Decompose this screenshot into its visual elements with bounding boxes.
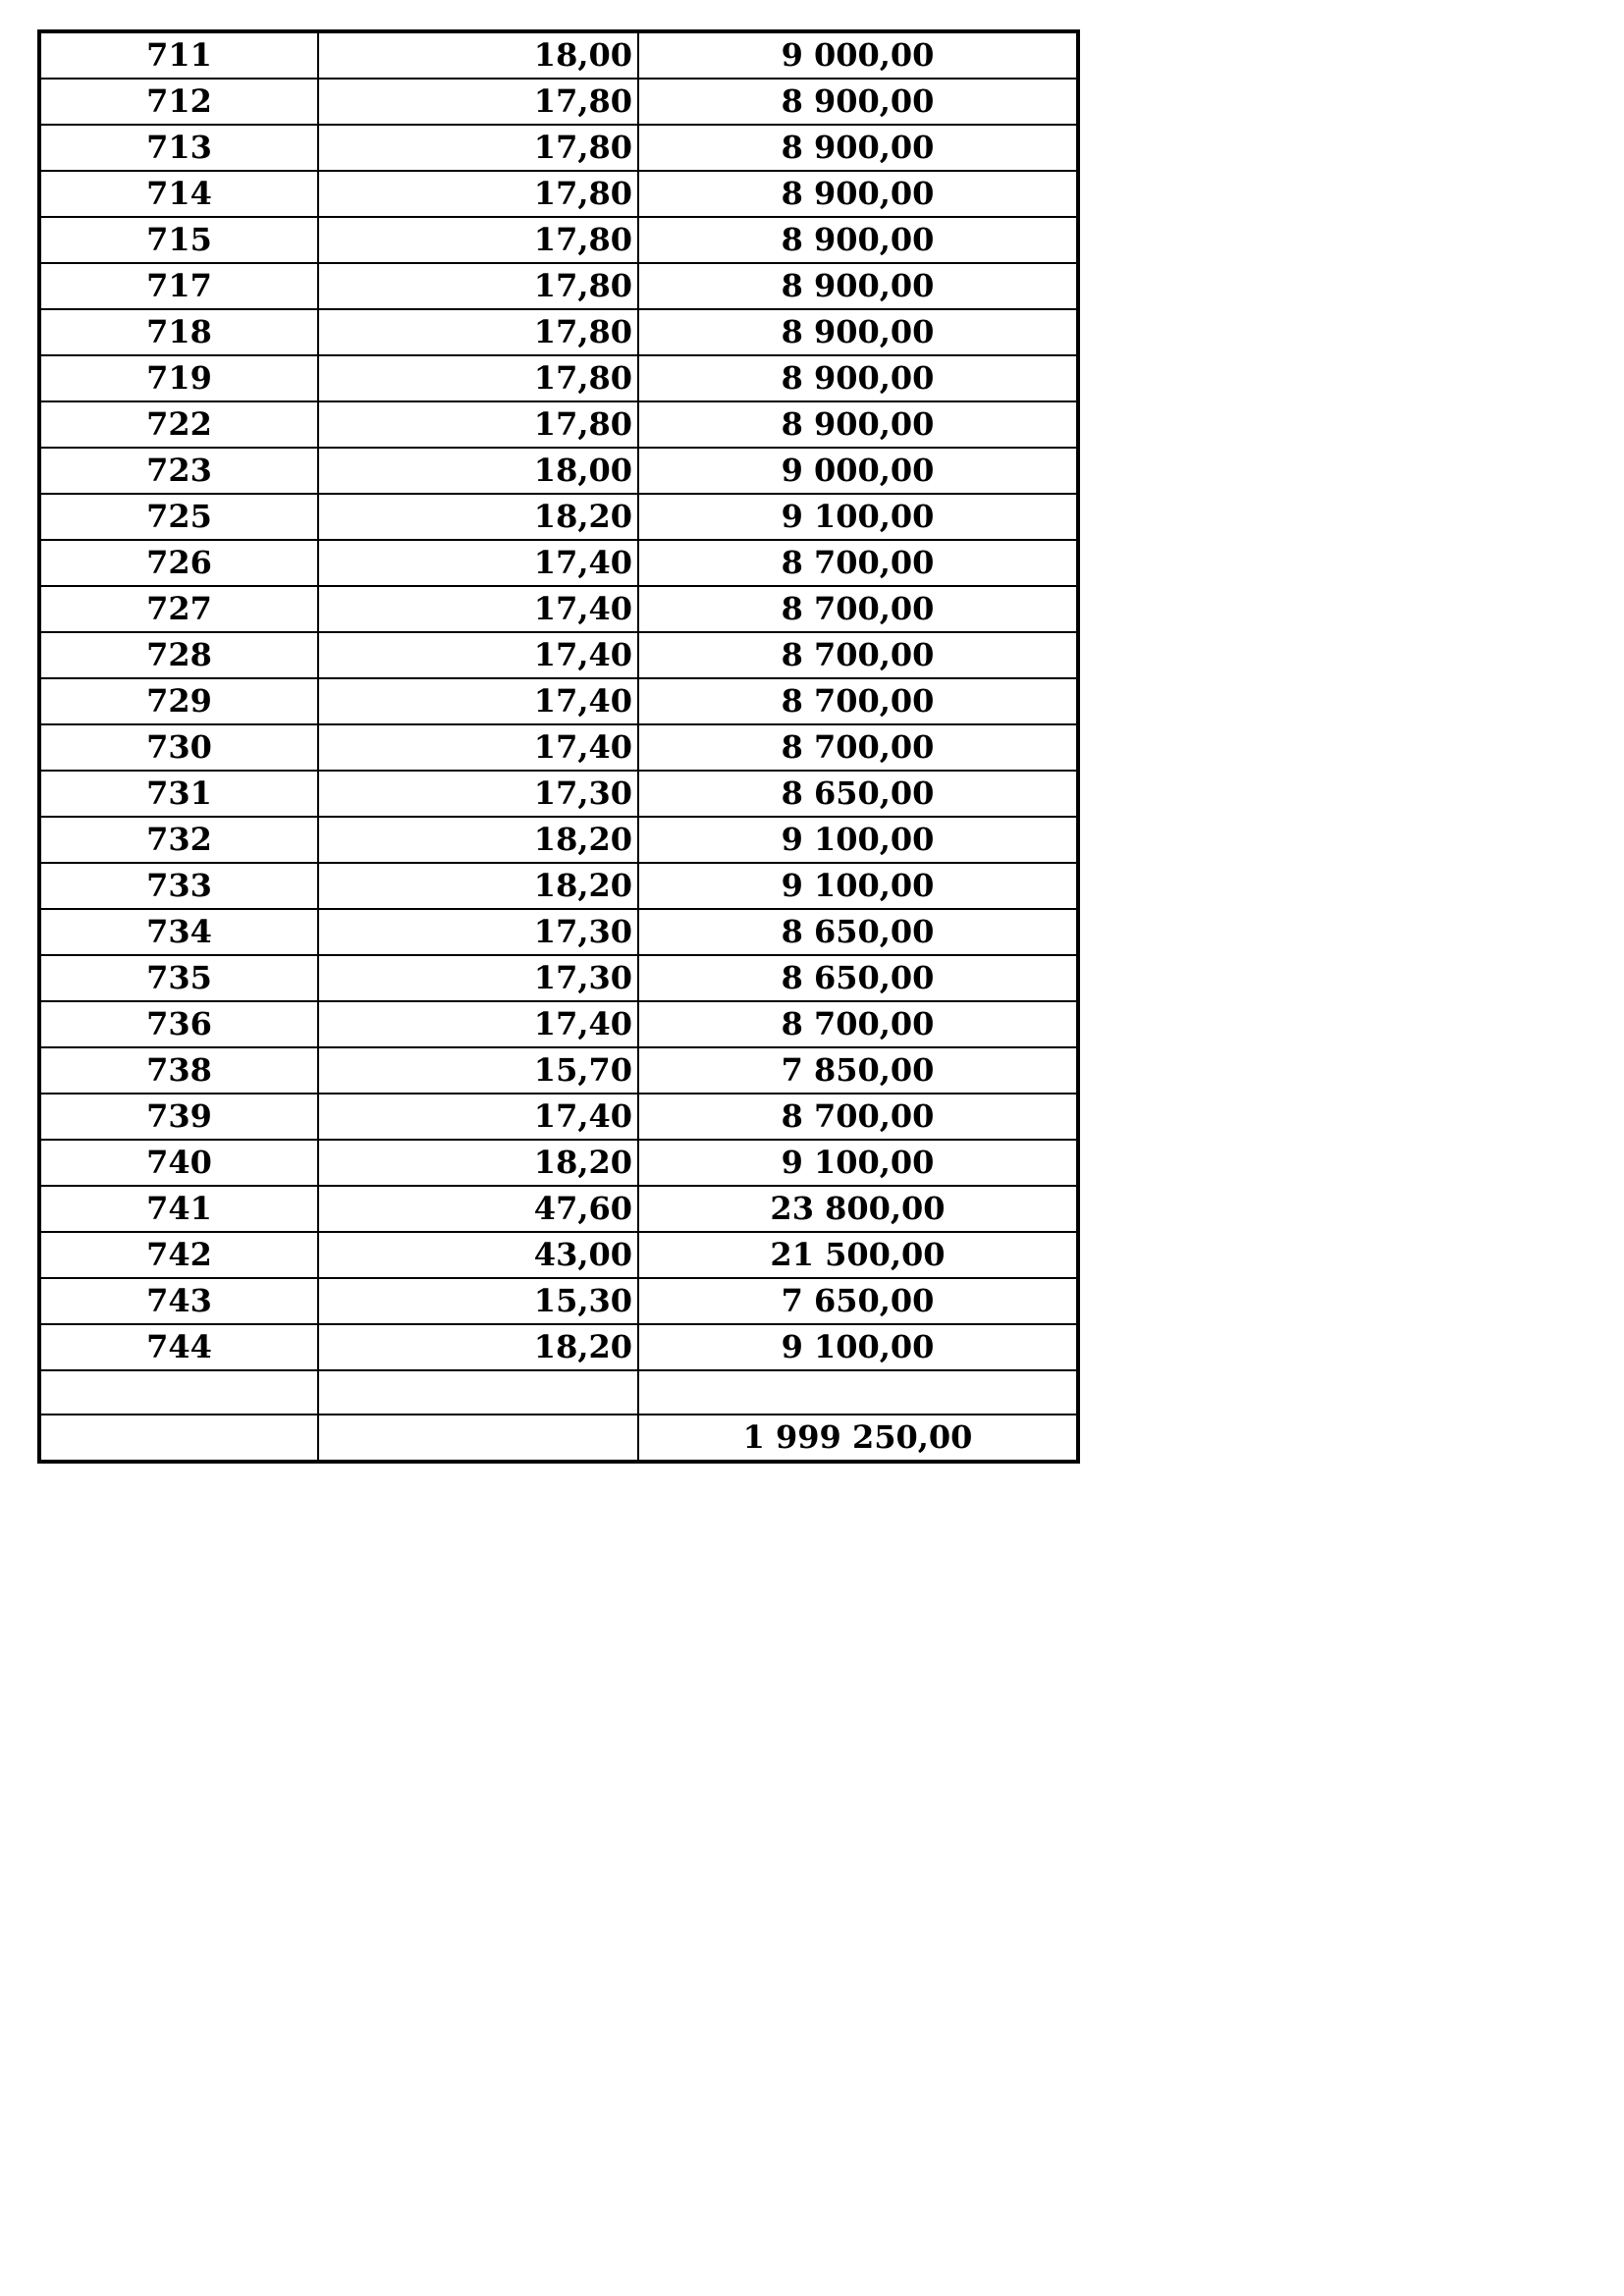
amount-cell: 9 000,00 — [638, 448, 1078, 494]
number-cell: 726 — [39, 540, 318, 586]
total-row — [39, 1415, 1078, 1462]
amount-cell: 9 100,00 — [638, 863, 1078, 909]
amount-cell: 8 650,00 — [638, 909, 1078, 955]
amount-cell: 8 650,00 — [638, 955, 1078, 1001]
table-row — [39, 632, 1078, 678]
area-cell: 17,80 — [318, 79, 638, 125]
table-row — [39, 1370, 1078, 1415]
number-cell: 744 — [39, 1324, 318, 1370]
number-cell: 730 — [39, 724, 318, 771]
area-cell: 17,80 — [318, 263, 638, 309]
area-cell: 17,40 — [318, 1001, 638, 1047]
area-cell: 17,80 — [318, 217, 638, 263]
area-cell: 18,20 — [318, 817, 638, 863]
number-cell: 712 — [39, 79, 318, 125]
table-row — [39, 1094, 1078, 1140]
number-cell: 715 — [39, 217, 318, 263]
amount-cell: 8 900,00 — [638, 355, 1078, 401]
number-cell: 739 — [39, 1094, 318, 1140]
table-row — [39, 955, 1078, 1001]
table-row — [39, 1140, 1078, 1186]
amount-cell: 8 700,00 — [638, 1094, 1078, 1140]
amount-cell: 8 700,00 — [638, 724, 1078, 771]
amount-cell: 7 850,00 — [638, 1047, 1078, 1094]
number-cell: 741 — [39, 1186, 318, 1232]
area-cell: 18,00 — [318, 31, 638, 79]
amount-cell: 9 000,00 — [638, 31, 1078, 79]
table-row — [39, 1047, 1078, 1094]
number-cell: 722 — [39, 401, 318, 448]
table-row — [39, 724, 1078, 771]
number-cell: 736 — [39, 1001, 318, 1047]
table-row — [39, 540, 1078, 586]
number-cell: 742 — [39, 1232, 318, 1278]
amount-cell: 8 700,00 — [638, 586, 1078, 632]
table-row — [39, 171, 1078, 217]
table-row — [39, 355, 1078, 401]
document-sheet — [37, 29, 1076, 1464]
number-cell: 740 — [39, 1140, 318, 1186]
area-cell: 17,40 — [318, 632, 638, 678]
area-cell: 17,80 — [318, 401, 638, 448]
number-cell: 735 — [39, 955, 318, 1001]
amount-cell: 23 800,00 — [638, 1186, 1078, 1232]
number-cell: 728 — [39, 632, 318, 678]
table-row — [39, 125, 1078, 171]
area-cell: 17,30 — [318, 909, 638, 955]
amount-cell: 8 900,00 — [638, 217, 1078, 263]
area-cell: 17,40 — [318, 724, 638, 771]
area-cell: 43,00 — [318, 1232, 638, 1278]
table-row — [39, 1278, 1078, 1324]
table-row — [39, 678, 1078, 724]
number-cell: 727 — [39, 586, 318, 632]
number-cell: 714 — [39, 171, 318, 217]
total-amount-cell: 1 999 250,00 — [638, 1415, 1078, 1462]
table-row — [39, 1324, 1078, 1370]
table-row — [39, 1232, 1078, 1278]
table-row — [39, 217, 1078, 263]
area-cell: 15,30 — [318, 1278, 638, 1324]
table-row — [39, 309, 1078, 355]
area-cell: 47,60 — [318, 1186, 638, 1232]
number-cell: 734 — [39, 909, 318, 955]
amount-cell: 21 500,00 — [638, 1232, 1078, 1278]
area-cell: 17,40 — [318, 586, 638, 632]
amount-cell: 8 650,00 — [638, 771, 1078, 817]
number-cell: 729 — [39, 678, 318, 724]
area-cell: 17,40 — [318, 678, 638, 724]
table-row — [39, 909, 1078, 955]
area-cell: 17,80 — [318, 309, 638, 355]
table-row — [39, 771, 1078, 817]
area-cell: 18,00 — [318, 448, 638, 494]
table-row — [39, 1001, 1078, 1047]
area-cell: 18,20 — [318, 494, 638, 540]
table-row — [39, 1186, 1078, 1232]
total-number-cell — [39, 1415, 318, 1462]
amount-cell: 9 100,00 — [638, 1324, 1078, 1370]
area-cell: 17,80 — [318, 125, 638, 171]
table-row — [39, 586, 1078, 632]
area-cell: 17,80 — [318, 171, 638, 217]
area-cell — [318, 1370, 638, 1415]
table-body — [39, 31, 1078, 1462]
table-row — [39, 79, 1078, 125]
amount-cell: 8 700,00 — [638, 678, 1078, 724]
amount-cell: 8 700,00 — [638, 540, 1078, 586]
amount-cell: 9 100,00 — [638, 1140, 1078, 1186]
amount-cell: 9 100,00 — [638, 494, 1078, 540]
number-cell: 713 — [39, 125, 318, 171]
number-cell: 743 — [39, 1278, 318, 1324]
area-cell: 18,20 — [318, 863, 638, 909]
number-cell: 723 — [39, 448, 318, 494]
amount-cell: 8 700,00 — [638, 632, 1078, 678]
amount-cell: 7 650,00 — [638, 1278, 1078, 1324]
total-area-cell — [318, 1415, 638, 1462]
number-cell: 725 — [39, 494, 318, 540]
table-row — [39, 494, 1078, 540]
amount-cell — [638, 1370, 1078, 1415]
amount-cell: 9 100,00 — [638, 817, 1078, 863]
amount-cell: 8 900,00 — [638, 125, 1078, 171]
amount-cell: 8 900,00 — [638, 79, 1078, 125]
number-cell — [39, 1370, 318, 1415]
area-cell: 18,20 — [318, 1140, 638, 1186]
table-row — [39, 263, 1078, 309]
area-cell: 17,30 — [318, 955, 638, 1001]
area-cell: 15,70 — [318, 1047, 638, 1094]
area-cell: 17,80 — [318, 355, 638, 401]
area-cell: 18,20 — [318, 1324, 638, 1370]
data-table — [37, 29, 1080, 1464]
number-cell: 711 — [39, 31, 318, 79]
amount-cell: 8 900,00 — [638, 171, 1078, 217]
number-cell: 732 — [39, 817, 318, 863]
number-cell: 738 — [39, 1047, 318, 1094]
number-cell: 717 — [39, 263, 318, 309]
number-cell: 718 — [39, 309, 318, 355]
table-row — [39, 448, 1078, 494]
number-cell: 733 — [39, 863, 318, 909]
table-row — [39, 401, 1078, 448]
amount-cell: 8 900,00 — [638, 263, 1078, 309]
amount-cell: 8 700,00 — [638, 1001, 1078, 1047]
table-row — [39, 863, 1078, 909]
amount-cell: 8 900,00 — [638, 401, 1078, 448]
table-row — [39, 817, 1078, 863]
amount-cell: 8 900,00 — [638, 309, 1078, 355]
area-cell: 17,40 — [318, 1094, 638, 1140]
number-cell: 731 — [39, 771, 318, 817]
table-row — [39, 31, 1078, 79]
number-cell: 719 — [39, 355, 318, 401]
area-cell: 17,30 — [318, 771, 638, 817]
area-cell: 17,40 — [318, 540, 638, 586]
